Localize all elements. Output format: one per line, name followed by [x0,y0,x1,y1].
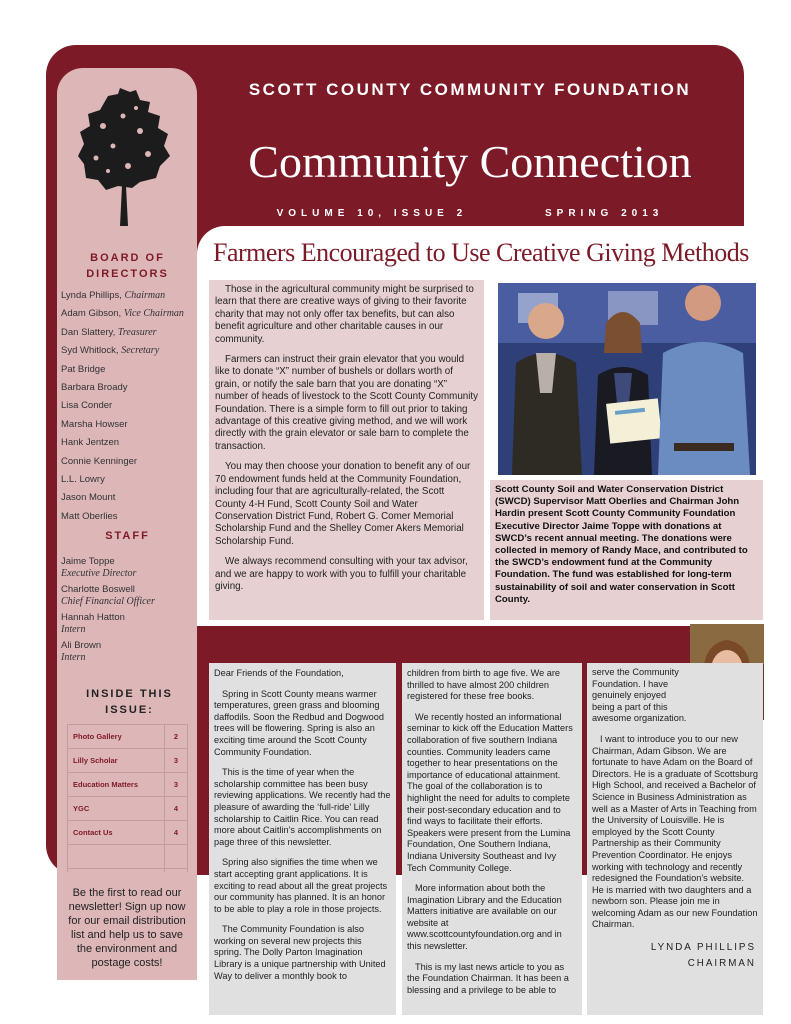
toc-item-page: 4 [173,804,179,813]
board-member-name: Connie Kenninger [61,455,138,467]
staff-member-role: Intern [61,652,86,663]
toc-item-label: YGC [68,797,165,820]
organization-name: SCOTT COUNTY COMMUNITY FOUNDATION [248,80,692,99]
newsletter-signup-promo: Be the first to read our newsletter! Sign up now for our email distribution list and help us to save the environment and postage costs! [57,872,197,980]
toc-item-label: Photo Gallery [68,725,165,748]
award-photo [498,283,756,475]
issue-number: VOLUME 10, ISSUE 2 [276,208,468,219]
toc-item[interactable] [68,725,187,749]
letter-paragraph: The Community Foundation is also working on several new projects this spring. The Dolly Parton Imagination Library is a unique partnership with United Way to deliver a monthly book to [214,924,386,981]
article-paragraph: Those in the agricultural community might be surprised to learn that there are creative ways of giving to their favorite charity that may not only offer tax benefits, but can also benefit agriculture and other charitable causes in our community. [215,284,474,345]
staff-list [61,556,199,668]
staff-member [61,584,199,608]
signature [592,940,758,972]
board-member [61,308,199,326]
article-body [209,280,484,620]
board-member-role: Treasurer [117,326,157,338]
board-member-name: Lynda Phillips, [61,290,122,301]
letter-paragraph: serve the Community Foundation. I have genuinely enjoyed being a part of this awesome organization. [592,667,687,724]
board-member [61,382,199,400]
board-member-name: Jason Mount [61,492,116,504]
board-member-name: Marsha Howser [61,418,128,430]
board-member [61,364,199,382]
chairman-column-1 [209,663,396,1015]
board-member [61,492,199,510]
board-member [61,327,199,345]
board-member-name: Pat Bridge [61,363,106,375]
tree-logo-icon [78,86,170,232]
board-member-name: Syd Whitlock, [61,345,119,357]
letter-paragraph: Spring in Scott County means warmer temperatures, green grass and blooming daffodils. Soon the Redbud and Dogwood trees will be flowering. Spring is also an exciting time around the Scott County Community Foundation. [214,688,384,757]
letter-paragraph: I want to introduce you to our new Chairman, Adam Gibson. We are fortunate to have Adam on the Board of Directors. He is a graduate of Scottsburg High School, and received a Bachelor of Science in Business Administration as well as a Master of Arts in Teaching from the University of Louisville. He is employed by the Scott County Partnership as their Community Prevention Coordinator. He enjoys working with technology and recently redesigned the Foundation’s website. He is married with two daughters and a newborn son. Please join me in welcoming Adam as our new Foundation Chairman. [592,733,758,930]
toc-item-page: 4 [173,828,179,837]
toc-item[interactable] [68,821,187,845]
toc-item[interactable] [68,773,187,797]
staff-member-name: Hannah Hatton [61,612,125,623]
toc-item-label: Contact Us [68,821,165,844]
board-member-name: Lisa Conder [61,400,113,412]
board-heading: BOARD OF DIRECTORS [86,252,169,280]
board-member [61,290,199,308]
newsletter-title: Community Connection [248,136,692,187]
staff-member-name: Jaime Toppe [61,556,115,567]
staff-member [61,612,199,636]
issue-line [200,208,740,219]
toc-item-label: Education Matters [68,773,165,796]
chairman-column-2 [402,663,582,1015]
article-paragraph: You may then choose your donation to benefit any of our 70 endowment funds held at the Community Foundation, including four that are agriculturally-related, the Scott County 4-H Fund, Scott County Soil and Water Conservation District Fund, Robert G. Comer Memorial Scholarship Fund and the Shelley Comer Akers Memorial Scholarship Fund. [215,461,471,547]
signature-title: CHAIRMAN [687,958,756,970]
board-member-name: Barbara Broady [61,381,128,393]
letter-paragraph: Spring also signifies the time when we start accepting grant applications. It is exciting to read about all the great projects our community has planned. It is an honor to be able to play a role in those projects. [214,857,388,914]
letter-paragraph: This is my last news article to you as the Foundation Chairman. It has been a blessing and a privilege to be able to [407,961,569,995]
table-of-contents [67,724,188,893]
chairman-column-3 [587,663,763,1015]
letter-salutation: Dear Friends of the Foundation, [214,668,344,678]
signature-name: LYNDA PHILLIPS [650,942,756,954]
board-member-name: Matt Oberlies [61,510,118,522]
article-paragraph: Farmers can instruct their grain elevator that you would like to donate “X” number of bushels or dollars worth of grain, or notify the sale barn that you are donating “X” number of heads of livestock to the Scott County Community Foundation. There is a simple form to fill out prior to taking advantage of this creative giving method, and we will work directly with the grain elevator or sale barn to complete the transaction. [215,354,479,452]
toc-item-page: 2 [173,732,179,741]
staff-member-name: Charlotte Boswell [61,584,135,595]
board-member-name: Hank Jentzen [61,437,120,449]
issue-season: SPRING 2013 [545,208,664,219]
board-member [61,437,199,455]
photo-caption: Scott County Soil and Water Conservation District (SWCD) Supervisor Matt Oberlies and Chairman John Hardin present Scott County Community Foundation Executive Director Jaime Toppe with donations at SWCD’s recent annual meeting. The donations were collected in memory of Randy Mace, and contributed to the SWCD’s endowment fund at the Community Foundation. The fund was established for long-term sustainability of soil and water conservation in Scott County. [490,480,763,620]
letter-paragraph: children from birth to age five. We are thrilled to have almost 200 children registered for these free books. [407,668,561,702]
board-member [61,511,199,529]
board-member-name: Dan Slattery, [61,326,116,338]
board-list [61,290,199,529]
staff-member [61,640,199,664]
staff-member-name: Ali Brown [61,640,102,651]
toc-item-page: 3 [173,756,179,765]
toc-item[interactable] [68,749,187,773]
board-member [61,400,199,418]
chairman-headline: Thoughts From Our Chairman [212,628,505,654]
article-headline: Farmers Encouraged to Use Creative Giving Methods [213,238,749,267]
toc-item[interactable] [68,797,187,821]
letter-paragraph: This is the time of year when the scholarship committee has been busy reviewing applications. We recently had the pleasure of awarding the ‘full-ride’ Lilly scholarship to Caitlin Rice. You can read more about Caitlin’s accomplishments on page three of this newsletter. [214,767,391,847]
letter-paragraph: More information about both the Imagination Library and the Education Matters initiative are available on our website at www.scottcountyfoundation.org and in this newsletter. [407,883,562,952]
board-member-name: Adam Gibson, [61,308,122,320]
board-member-role: Chairman [124,290,166,301]
staff-member-role: Chief Financial Officer [61,596,155,607]
toc-item-page: 3 [173,780,179,789]
staff-member-role: Intern [61,624,86,635]
letter-paragraph: We recently hosted an informational seminar to kick off the Education Matters collaboration of five southern Indiana counties. Community leaders came together to hear presentations on the importance of educational attainment. The goal of the collaboration is to highlight the need for adults to complete their post-secondary education and to find ways to facilitate their efforts. Speakers were present from the Lumina Foundation, One Southern Indiana, Indiana University Southeast and Ivy Tech Community College. [407,711,573,873]
board-member [61,456,199,474]
toc-item-label: Lilly Scholar [68,749,165,772]
staff-member [61,556,199,580]
toc-empty-row [68,845,187,869]
board-member-role: Vice Chairman [123,308,184,320]
board-member [61,419,199,437]
staff-member-role: Executive Director [61,568,137,579]
staff-heading: STAFF [105,530,150,542]
board-member-name: L.L. Lowry [61,473,105,485]
board-member [61,345,199,363]
inside-heading: INSIDE THIS ISSUE: [86,688,173,716]
board-member-role: Secretary [121,345,160,357]
board-member [61,474,199,492]
article-paragraph: We always recommend consulting with your tax advisor, and we are happy to work with you to fulfill your charitable giving. [215,556,468,592]
